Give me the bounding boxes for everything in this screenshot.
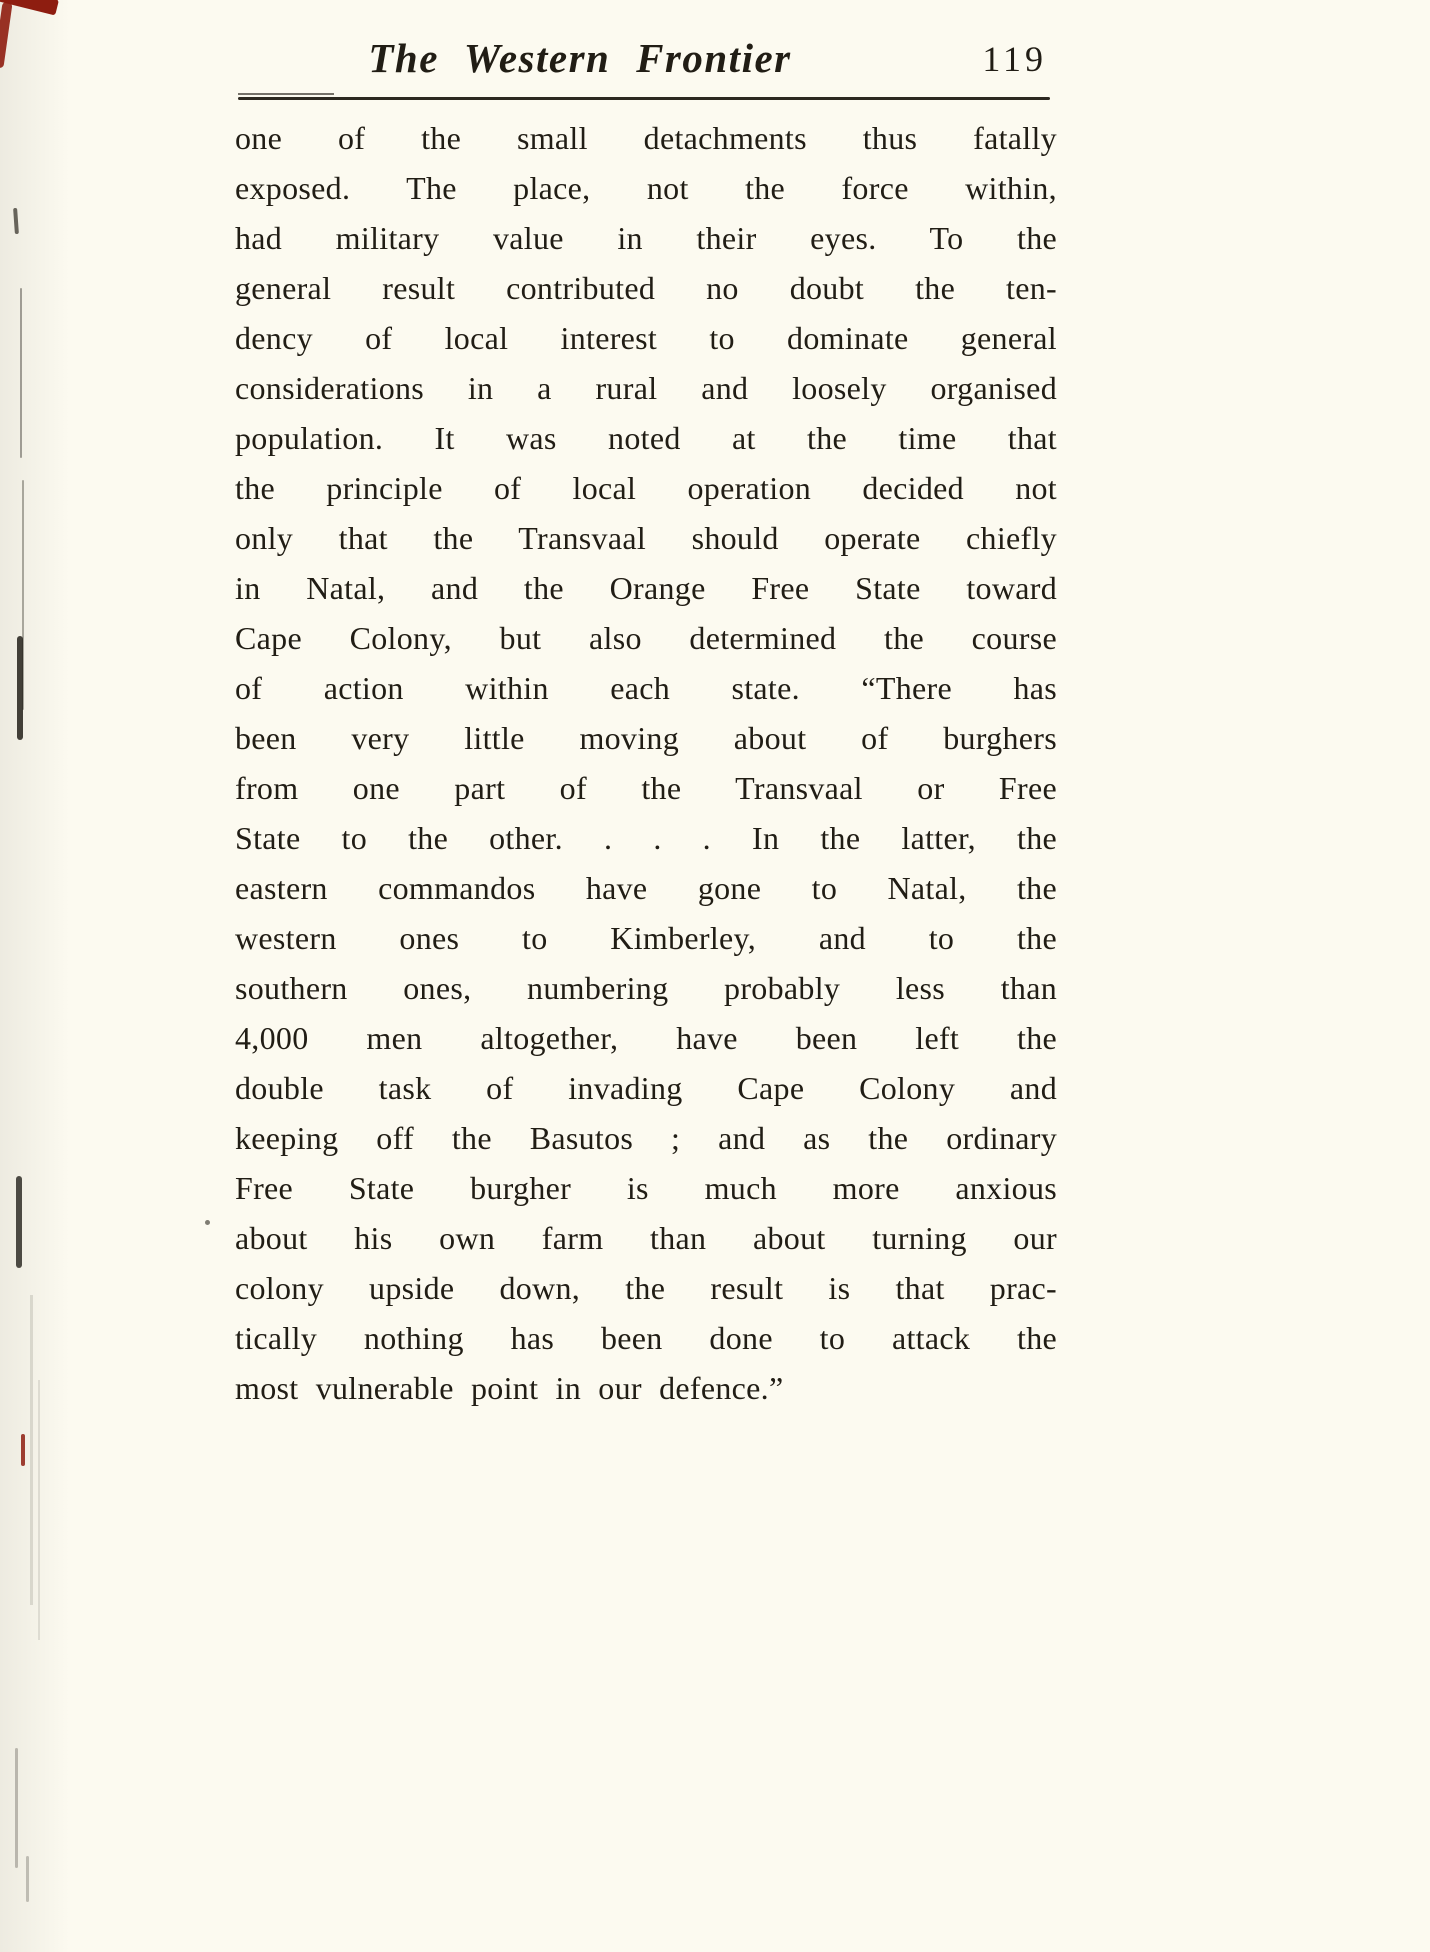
text-line: only that the Transvaal should operate chiefly bbox=[235, 520, 1057, 556]
scan-artifact bbox=[26, 1856, 29, 1902]
page-number: 119 bbox=[982, 39, 1047, 79]
text-line: eastern commandos have gone to Natal, the bbox=[235, 870, 1057, 906]
text-line: had military value in their eyes. To the bbox=[235, 220, 1057, 256]
text-line: double task of invading Cape Colony and bbox=[235, 1070, 1057, 1106]
body-text bbox=[235, 113, 1057, 1413]
text-line: 4,000 men altogether, have been left the bbox=[235, 1020, 1057, 1056]
scan-artifact bbox=[13, 208, 19, 234]
text-line: colony upside down, the result is that prac- bbox=[235, 1270, 1057, 1306]
scan-artifact bbox=[38, 1380, 40, 1640]
text-line: the principle of local operation decided not bbox=[235, 470, 1057, 506]
text-line: general result contributed no doubt the ten- bbox=[235, 270, 1057, 306]
page-header bbox=[235, 34, 1055, 90]
text-line: of action within each state. “There has bbox=[235, 670, 1057, 706]
text-line: been very little moving about of burghers bbox=[235, 720, 1057, 756]
scan-artifact bbox=[15, 1748, 18, 1868]
scan-artifact bbox=[205, 1220, 210, 1225]
scan-artifact-red-corner bbox=[0, 2, 13, 69]
text-line: keeping off the Basutos ; and as the ordinary bbox=[235, 1120, 1057, 1156]
scan-artifact bbox=[22, 480, 24, 710]
scan-artifact-red-corner bbox=[0, 0, 59, 16]
text-line: population. It was noted at the time that bbox=[235, 420, 1057, 456]
scan-artifact bbox=[20, 288, 22, 458]
text-line: from one part of the Transvaal or Free bbox=[235, 770, 1057, 806]
text-line: dency of local interest to dominate general bbox=[235, 320, 1057, 356]
text-line: one of the small detachments thus fatally bbox=[235, 120, 1057, 156]
header-rule bbox=[238, 97, 1050, 100]
text-line: southern ones, numbering probably less than bbox=[235, 970, 1057, 1006]
text-line: western ones to Kimberley, and to the bbox=[235, 920, 1057, 956]
text-line: Free State burgher is much more anxious bbox=[235, 1170, 1057, 1206]
scan-artifact bbox=[16, 1176, 22, 1268]
text-line: considerations in a rural and loosely organised bbox=[235, 370, 1057, 406]
scan-artifact bbox=[30, 1295, 33, 1605]
text-line: in Natal, and the Orange Free State toward bbox=[235, 570, 1057, 606]
scan-artifact-red-tick bbox=[21, 1434, 25, 1466]
text-line: exposed. The place, not the force within, bbox=[235, 170, 1057, 206]
text-line: tically nothing has been done to attack the bbox=[235, 1320, 1057, 1356]
text-line: about his own farm than about turning our bbox=[235, 1220, 1057, 1256]
header-rule-echo bbox=[238, 93, 334, 95]
text-line: State to the other. . . . In the latter, the bbox=[235, 820, 1057, 856]
text-line: Cape Colony, but also determined the course bbox=[235, 620, 1057, 656]
running-title: The Western Frontier bbox=[368, 35, 792, 81]
scan-artifact bbox=[17, 636, 23, 740]
text-line: most vulnerable point in our defence.” bbox=[235, 1370, 784, 1406]
